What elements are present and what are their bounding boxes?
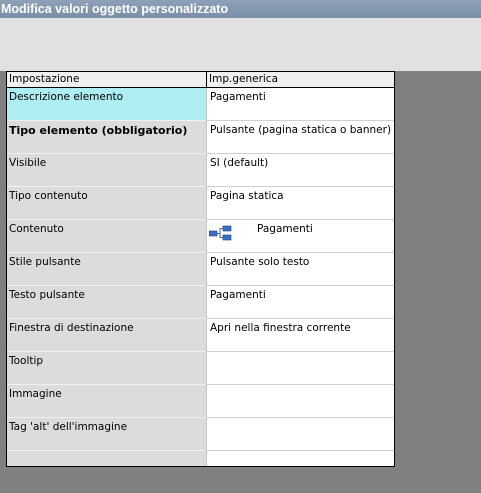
grid-row[interactable] xyxy=(7,352,394,385)
grid-row[interactable] xyxy=(7,319,394,352)
row-label[interactable]: Tipo contenuto xyxy=(7,187,206,220)
row-value[interactable]: Pagamenti xyxy=(207,286,394,319)
grid-row[interactable] xyxy=(7,253,394,286)
window-title: Modifica valori oggetto personalizzato xyxy=(0,0,481,18)
grid-row[interactable] xyxy=(7,220,394,253)
row-label[interactable]: Contenuto xyxy=(7,220,206,253)
row-label[interactable]: Tag 'alt' dell'immagine xyxy=(7,418,206,451)
row-value[interactable] xyxy=(207,385,394,418)
row-value[interactable]: Apri nella finestra corrente xyxy=(207,319,394,352)
grid-row[interactable] xyxy=(7,418,394,451)
row-label[interactable]: Visibile xyxy=(7,154,206,187)
toolbar-area xyxy=(0,18,481,71)
row-label[interactable]: Tipo elemento (obbligatorio) xyxy=(7,121,206,154)
row-value[interactable]: Pulsante solo testo xyxy=(207,253,394,286)
row-label[interactable]: Immagine xyxy=(7,385,206,418)
row-label[interactable]: Finestra di destinazione xyxy=(7,319,206,352)
tree-structure-icon xyxy=(209,225,233,241)
column-divider[interactable] xyxy=(206,72,207,88)
column-divider-line xyxy=(206,88,207,467)
row-label[interactable]: Descrizione elemento xyxy=(7,88,206,121)
row-value[interactable] xyxy=(207,352,394,385)
row-value[interactable]: Pagamenti xyxy=(207,88,394,121)
column-header-generic-value[interactable]: Imp.generica xyxy=(209,73,279,85)
grid-row[interactable] xyxy=(7,154,394,187)
row-value[interactable]: Pulsante (pagina statica o banner) xyxy=(207,121,394,154)
row-value[interactable] xyxy=(207,451,394,467)
row-label[interactable]: Tooltip xyxy=(7,352,206,385)
grid-row[interactable] xyxy=(7,121,394,154)
row-value-with-icon[interactable] xyxy=(207,220,394,253)
grid-row[interactable] xyxy=(7,187,394,220)
grid-row[interactable] xyxy=(7,286,394,319)
row-value: Pagamenti xyxy=(257,223,313,235)
property-grid xyxy=(6,71,395,467)
row-label[interactable]: Testo pulsante xyxy=(7,286,206,319)
grid-row[interactable] xyxy=(7,451,394,467)
row-value[interactable]: Pagina statica xyxy=(207,187,394,220)
grid-row[interactable] xyxy=(7,385,394,418)
row-label[interactable] xyxy=(7,451,206,467)
row-value[interactable] xyxy=(207,418,394,451)
column-header-setting[interactable]: Impostazione xyxy=(9,73,80,85)
row-label[interactable]: Stile pulsante xyxy=(7,253,206,286)
row-value[interactable]: SI (default) xyxy=(207,154,394,187)
grid-row[interactable] xyxy=(7,88,394,121)
grid-header xyxy=(7,72,394,88)
